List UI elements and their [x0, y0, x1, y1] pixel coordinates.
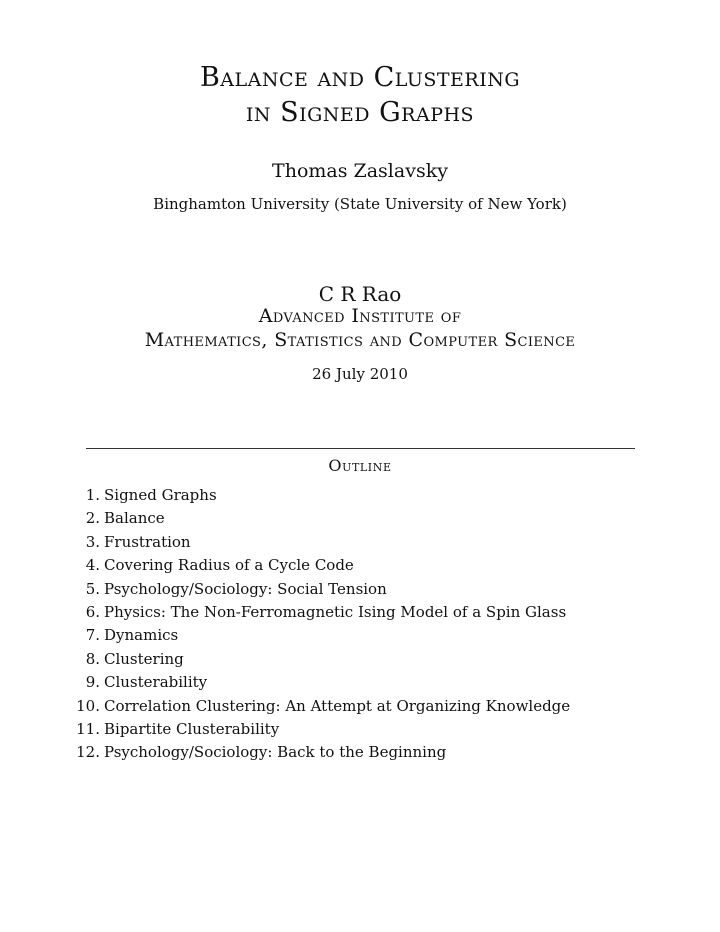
outline-item — [60, 507, 570, 530]
outline-item-text: Physics: The Non-Ferromagnetic Ising Model of a Spin Glass — [104, 602, 567, 621]
title-line-2: in Signed Graphs — [245, 97, 475, 128]
outline-item-text: Dynamics — [104, 626, 179, 645]
outline-item-number: 6. — [85, 602, 100, 621]
outline-item — [60, 554, 570, 577]
outline-item-number: 3. — [85, 532, 100, 551]
outline-item — [60, 484, 570, 507]
presentation-date: 26 July 2010 — [312, 365, 408, 383]
outline-item — [60, 741, 570, 764]
title-line-1: Balance and Clustering — [199, 62, 521, 93]
outline-item — [60, 624, 570, 647]
venue-line-3: Mathematics, Statistics and Computer Science — [144, 329, 576, 351]
outline-item-number: 7. — [85, 626, 100, 645]
outline-item — [60, 601, 570, 624]
outline-item — [60, 648, 570, 671]
outline-item-text: Frustration — [104, 532, 191, 551]
outline-item-number: 1. — [85, 486, 100, 504]
author-name: Thomas Zaslavsky — [272, 160, 448, 182]
outline-item-text: Correlation Clustering: An Attempt at Organizing Knowledge — [104, 696, 571, 715]
outline-item-text: Clusterability — [104, 673, 208, 692]
outline-item-text: Psychology/Sociology: Back to the Beginning — [104, 743, 447, 762]
outline-item-number: 4. — [85, 556, 100, 575]
outline-item-text: Covering Radius of a Cycle Code — [104, 556, 354, 575]
outline-heading: Outline — [328, 456, 392, 475]
venue-line-2: Advanced Institute of — [258, 305, 462, 327]
author-affiliation: Binghamton University (State University of New York) — [153, 195, 567, 213]
outline-item-number: 11. — [76, 719, 100, 738]
outline-item-number: 8. — [85, 649, 100, 668]
outline-item — [60, 718, 570, 741]
outline-item — [60, 671, 570, 694]
outline-item-number: 12. — [76, 743, 100, 762]
outline-item-text: Bipartite Clusterability — [104, 719, 280, 738]
horizontal-rule — [86, 448, 635, 449]
outline-item-number: 5. — [85, 579, 100, 598]
outline-item-number: 2. — [85, 509, 100, 528]
outline-item — [60, 578, 570, 601]
outline-item-number: 10. — [76, 696, 100, 715]
outline-item-text: Balance — [104, 509, 165, 528]
outline-item-text: Signed Graphs — [104, 486, 217, 504]
outline-item-text: Clustering — [104, 649, 184, 668]
outline-item — [60, 695, 570, 718]
venue-line-1: C R Rao — [318, 282, 402, 306]
outline-item-text: Psychology/Sociology: Social Tension — [104, 579, 387, 598]
outline-item — [60, 531, 570, 554]
outline-list — [60, 484, 570, 765]
outline-item-number: 9. — [85, 673, 100, 692]
